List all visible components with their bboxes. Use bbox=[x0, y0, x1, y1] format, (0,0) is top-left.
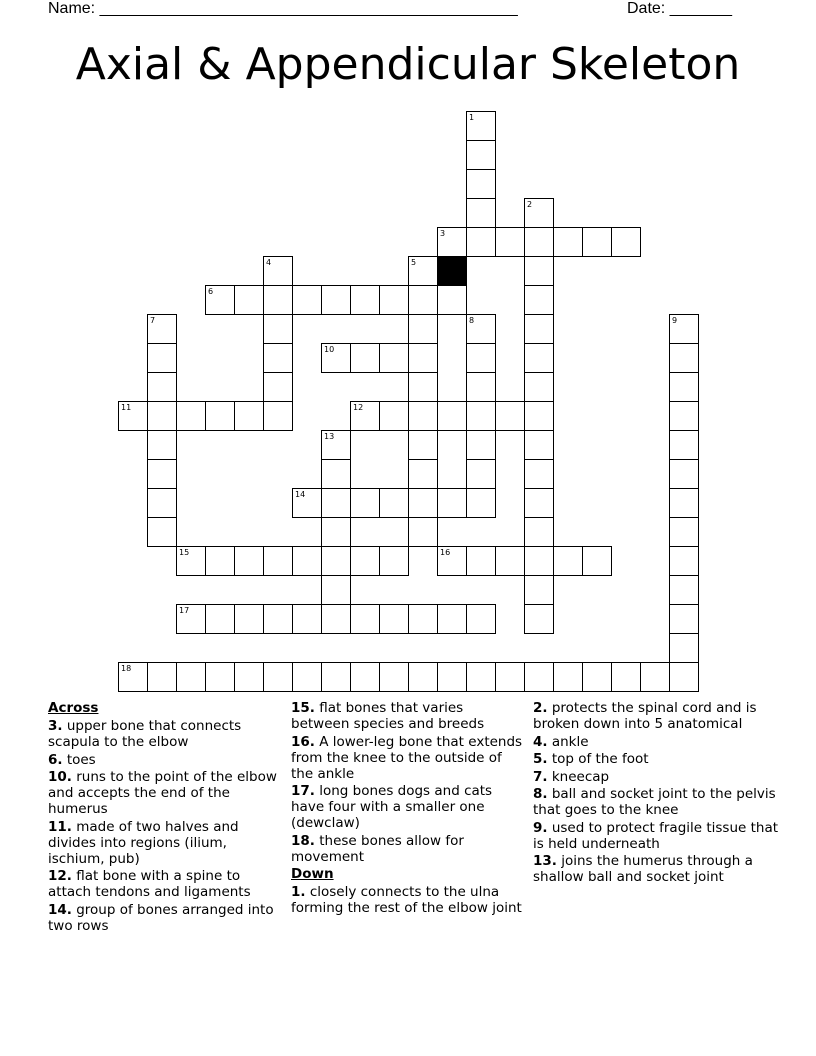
grid-cell[interactable] bbox=[205, 604, 235, 634]
grid-cell[interactable] bbox=[321, 662, 351, 692]
grid-cell[interactable] bbox=[524, 198, 554, 228]
grid-cell[interactable] bbox=[640, 662, 670, 692]
grid-cell[interactable] bbox=[350, 546, 380, 576]
grid-cell[interactable] bbox=[582, 227, 612, 257]
clue-number: 5 bbox=[411, 258, 417, 267]
grid-cell[interactable] bbox=[408, 372, 438, 402]
grid-cell[interactable] bbox=[408, 401, 438, 431]
grid-cell[interactable] bbox=[263, 256, 293, 286]
grid-cell[interactable] bbox=[466, 430, 496, 460]
grid-cell[interactable] bbox=[379, 285, 409, 315]
grid-cell[interactable] bbox=[408, 256, 438, 286]
grid-cell[interactable] bbox=[176, 401, 206, 431]
grid-cell[interactable] bbox=[234, 285, 264, 315]
grid-cell[interactable] bbox=[176, 662, 206, 692]
grid-cell[interactable] bbox=[524, 256, 554, 286]
grid-cell[interactable] bbox=[524, 575, 554, 605]
grid-cell[interactable] bbox=[524, 430, 554, 460]
grid-cell[interactable] bbox=[205, 285, 235, 315]
grid-cell[interactable] bbox=[524, 604, 554, 634]
name-field[interactable]: Name: _______________________________________________ bbox=[48, 0, 518, 17]
clue-number: 11 bbox=[121, 403, 132, 412]
grid-cell[interactable] bbox=[437, 285, 467, 315]
grid-cell[interactable] bbox=[147, 459, 177, 489]
grid-cell[interactable] bbox=[524, 517, 554, 547]
grid-cell[interactable] bbox=[466, 372, 496, 402]
grid-cell[interactable] bbox=[147, 517, 177, 547]
clue-column-2 bbox=[291, 700, 523, 918]
grid-cell[interactable] bbox=[669, 662, 699, 692]
grid-cell[interactable] bbox=[408, 314, 438, 344]
grid-cell[interactable] bbox=[292, 546, 322, 576]
grid-cell[interactable] bbox=[669, 343, 699, 373]
grid-cell[interactable] bbox=[321, 575, 351, 605]
grid-cell[interactable] bbox=[466, 343, 496, 373]
grid-cell[interactable] bbox=[466, 314, 496, 344]
grid-cell[interactable] bbox=[466, 198, 496, 228]
down-heading: Down bbox=[291, 866, 334, 882]
grid-cell[interactable] bbox=[437, 604, 467, 634]
grid-cell[interactable] bbox=[205, 401, 235, 431]
grid-cell[interactable] bbox=[524, 662, 554, 692]
clue-number: 9 bbox=[672, 316, 678, 325]
clue-number: 16 bbox=[440, 548, 451, 557]
grid-cell[interactable] bbox=[263, 343, 293, 373]
grid-cell[interactable] bbox=[350, 285, 380, 315]
across-heading: Across bbox=[48, 700, 99, 716]
grid-cell[interactable] bbox=[524, 488, 554, 518]
grid-cell[interactable] bbox=[292, 488, 322, 518]
grid-cell[interactable] bbox=[263, 372, 293, 402]
grid-cell[interactable] bbox=[669, 604, 699, 634]
grid-cell[interactable] bbox=[437, 662, 467, 692]
grid-cell[interactable] bbox=[118, 401, 148, 431]
grid-cell[interactable] bbox=[147, 662, 177, 692]
grid-cell[interactable] bbox=[582, 662, 612, 692]
grid-cell[interactable] bbox=[234, 546, 264, 576]
grid-cell[interactable] bbox=[524, 372, 554, 402]
clue-number: 17 bbox=[179, 606, 190, 615]
grid-cell[interactable] bbox=[611, 662, 641, 692]
clue-number: 7 bbox=[150, 316, 156, 325]
clue-down-5: 5. top of the foot bbox=[533, 751, 649, 767]
clue-number: 1 bbox=[469, 113, 475, 122]
grid-cell[interactable] bbox=[234, 662, 264, 692]
grid-cell[interactable] bbox=[466, 169, 496, 199]
grid-cell[interactable] bbox=[466, 227, 496, 257]
grid-cell[interactable] bbox=[263, 546, 293, 576]
grid-cell[interactable] bbox=[379, 604, 409, 634]
clue-across-10: 10. runs to the point of the elbow and accepts the end of the humerus bbox=[48, 769, 277, 817]
grid-cell[interactable] bbox=[263, 401, 293, 431]
clue-across-18: 18. these bones allow for movement bbox=[291, 832, 464, 865]
grid-cell[interactable] bbox=[176, 604, 206, 634]
grid-cell[interactable] bbox=[466, 546, 496, 576]
grid-cell[interactable] bbox=[669, 546, 699, 576]
grid-cell[interactable] bbox=[263, 662, 293, 692]
grid-cell[interactable] bbox=[321, 459, 351, 489]
grid-cell[interactable] bbox=[147, 314, 177, 344]
grid-cell[interactable] bbox=[437, 546, 467, 576]
grid-cell[interactable] bbox=[437, 488, 467, 518]
grid-cell[interactable] bbox=[205, 662, 235, 692]
grid-cell[interactable] bbox=[408, 459, 438, 489]
grid-cell[interactable] bbox=[292, 285, 322, 315]
grid-cell[interactable] bbox=[669, 633, 699, 663]
grid-cell[interactable] bbox=[466, 140, 496, 170]
grid-cell[interactable] bbox=[350, 343, 380, 373]
grid-cell[interactable] bbox=[466, 604, 496, 634]
grid-cell[interactable] bbox=[408, 517, 438, 547]
grid-cell[interactable] bbox=[321, 604, 351, 634]
grid-cell[interactable] bbox=[437, 227, 467, 257]
grid-cell[interactable] bbox=[350, 401, 380, 431]
grid-cell[interactable] bbox=[408, 285, 438, 315]
grid-cell[interactable] bbox=[669, 488, 699, 518]
grid-cell[interactable] bbox=[524, 285, 554, 315]
grid-cell[interactable] bbox=[321, 285, 351, 315]
clue-across-11: 11. made of two halves and divides into regions (ilium, ischium, pub) bbox=[48, 818, 239, 867]
grid-cell[interactable] bbox=[582, 546, 612, 576]
grid-cell[interactable] bbox=[234, 604, 264, 634]
clue-number: 18 bbox=[121, 664, 132, 673]
grid-cell[interactable] bbox=[524, 459, 554, 489]
grid-cell[interactable] bbox=[408, 488, 438, 518]
grid-cell[interactable] bbox=[234, 401, 264, 431]
clue-across-3: 3. upper bone that connects scapula to the elbow bbox=[48, 718, 242, 750]
grid-cell[interactable] bbox=[263, 314, 293, 344]
grid-cell[interactable] bbox=[669, 517, 699, 547]
grid-cell[interactable] bbox=[350, 662, 380, 692]
black-square bbox=[437, 256, 467, 286]
grid-cell[interactable] bbox=[466, 662, 496, 692]
date-field[interactable]: Date: _______ bbox=[627, 0, 732, 17]
clue-number: 12 bbox=[353, 403, 364, 412]
grid-cell[interactable] bbox=[669, 401, 699, 431]
grid-cell[interactable] bbox=[205, 546, 235, 576]
grid-cell[interactable] bbox=[263, 604, 293, 634]
clue-across-15: 15. flat bones that varies between species and breeds bbox=[291, 700, 485, 732]
clue-number: 15 bbox=[179, 548, 190, 557]
grid-cell[interactable] bbox=[437, 401, 467, 431]
grid-cell[interactable] bbox=[379, 401, 409, 431]
clue-across-16: 16. A lower-leg bone that extends from the knee to the outside of the ankle bbox=[291, 733, 523, 782]
grid-cell[interactable] bbox=[147, 372, 177, 402]
grid-cell[interactable] bbox=[321, 546, 351, 576]
clue-down-9: 9. used to protect fragile tissue that is held underneath bbox=[533, 819, 779, 852]
grid-cell[interactable] bbox=[495, 401, 525, 431]
grid-cell[interactable] bbox=[524, 343, 554, 373]
grid-cell[interactable] bbox=[553, 546, 583, 576]
clue-number: 3 bbox=[440, 229, 446, 238]
clue-number: 13 bbox=[324, 432, 335, 441]
grid-cell[interactable] bbox=[669, 575, 699, 605]
clue-down-4: 4. ankle bbox=[533, 733, 589, 750]
grid-cell[interactable] bbox=[379, 546, 409, 576]
clue-number: 14 bbox=[295, 490, 306, 499]
grid-cell[interactable] bbox=[147, 401, 177, 431]
grid-cell[interactable] bbox=[321, 343, 351, 373]
clue-down-8: 8. ball and socket joint to the pelvis that goes to the knee bbox=[533, 786, 776, 818]
grid-cell[interactable] bbox=[669, 372, 699, 402]
grid-cell[interactable] bbox=[524, 227, 554, 257]
grid-cell[interactable] bbox=[379, 488, 409, 518]
grid-cell[interactable] bbox=[495, 546, 525, 576]
clue-column-1 bbox=[48, 700, 280, 935]
clue-across-6: 6. toes bbox=[48, 751, 96, 768]
grid-cell[interactable] bbox=[669, 314, 699, 344]
clue-down-13: 13. joins the humerus through a shallow ball and socket joint bbox=[533, 853, 753, 885]
grid-cell[interactable] bbox=[350, 604, 380, 634]
clue-number: 8 bbox=[469, 316, 475, 325]
grid-cell[interactable] bbox=[147, 430, 177, 460]
grid-cell[interactable] bbox=[524, 546, 554, 576]
grid-cell[interactable] bbox=[292, 604, 322, 634]
grid-cell[interactable] bbox=[379, 343, 409, 373]
clue-number: 6 bbox=[208, 287, 214, 296]
grid-cell[interactable] bbox=[669, 430, 699, 460]
grid-cell[interactable] bbox=[147, 488, 177, 518]
grid-cell[interactable] bbox=[147, 343, 177, 373]
grid-cell[interactable] bbox=[408, 604, 438, 634]
clue-across-17: 17. long bones dogs and cats have four with a smaller one (dewclaw) bbox=[291, 783, 493, 831]
grid-cell[interactable] bbox=[408, 430, 438, 460]
grid-cell[interactable] bbox=[495, 662, 525, 692]
clue-down-1: 1. closely connects to the ulna forming the rest of the elbow joint bbox=[291, 884, 522, 916]
grid-cell[interactable] bbox=[379, 662, 409, 692]
grid-cell[interactable] bbox=[524, 401, 554, 431]
grid-cell[interactable] bbox=[350, 488, 380, 518]
grid-cell[interactable] bbox=[553, 662, 583, 692]
grid-cell[interactable] bbox=[466, 401, 496, 431]
grid-cell[interactable] bbox=[292, 662, 322, 692]
grid-cell[interactable] bbox=[263, 285, 293, 315]
grid-cell[interactable] bbox=[408, 343, 438, 373]
grid-cell[interactable] bbox=[408, 662, 438, 692]
clue-number: 2 bbox=[527, 200, 533, 209]
grid-cell[interactable] bbox=[321, 517, 351, 547]
grid-cell[interactable] bbox=[466, 488, 496, 518]
grid-cell[interactable] bbox=[118, 662, 148, 692]
grid-cell[interactable] bbox=[524, 314, 554, 344]
grid-cell[interactable] bbox=[495, 227, 525, 257]
clue-column-3 bbox=[533, 700, 783, 887]
grid-cell[interactable] bbox=[611, 227, 641, 257]
grid-cell[interactable] bbox=[321, 430, 351, 460]
grid-cell[interactable] bbox=[553, 227, 583, 257]
grid-cell[interactable] bbox=[176, 546, 206, 576]
grid-cell[interactable] bbox=[466, 459, 496, 489]
clue-number: 4 bbox=[266, 258, 272, 267]
page-title: Axial & Appendicular Skeleton bbox=[75, 39, 741, 90]
clue-across-12: 12. flat bone with a spine to attach tendons and ligaments bbox=[48, 868, 251, 900]
grid-cell[interactable] bbox=[321, 488, 351, 518]
grid-cell[interactable] bbox=[669, 459, 699, 489]
clue-down-2: 2. protects the spinal cord and is broken down into 5 anatomical bbox=[533, 700, 757, 732]
clue-down-7: 7. kneecap bbox=[533, 768, 610, 785]
clue-across-14: 14. group of bones arranged into two rows bbox=[48, 901, 274, 934]
grid-cell[interactable] bbox=[466, 111, 496, 141]
clue-number: 10 bbox=[324, 345, 335, 354]
